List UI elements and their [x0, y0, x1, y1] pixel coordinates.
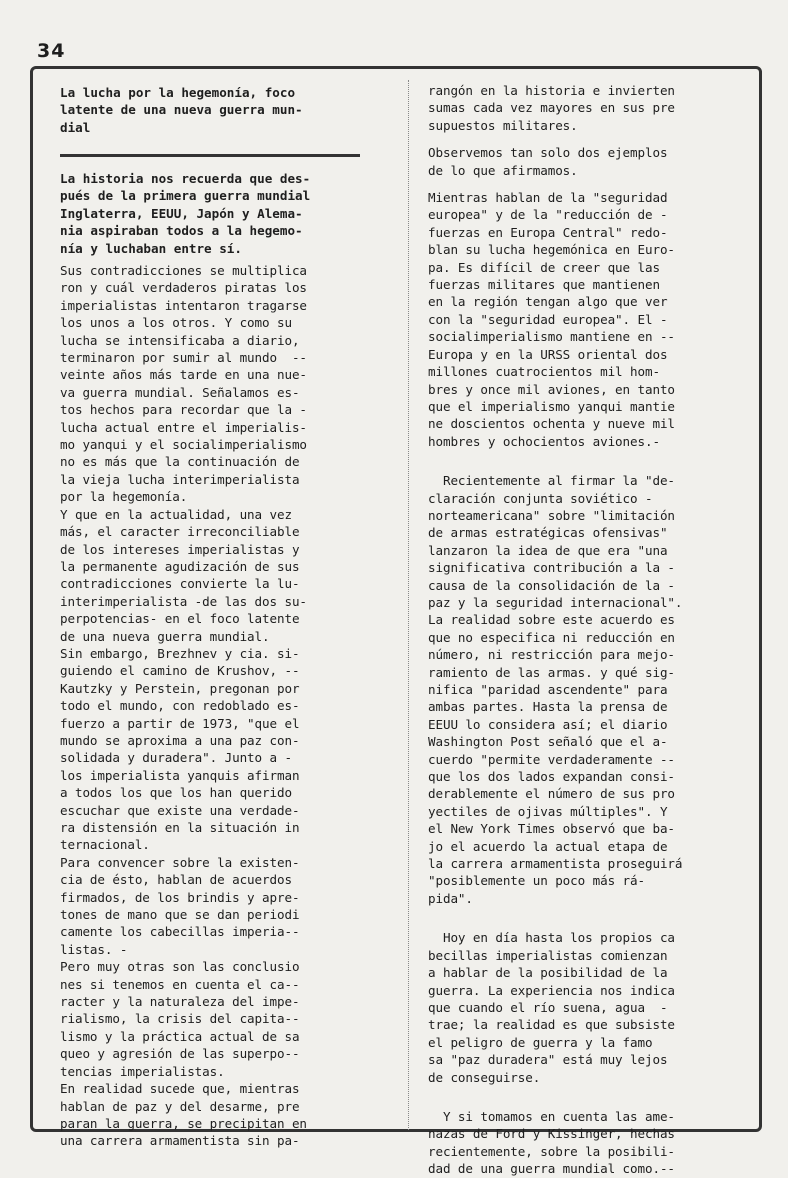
text-line: pa. Es difícil de creer que las — [428, 259, 660, 275]
text-line: con la "seguridad europea". El - — [428, 311, 668, 327]
text-line: la vieja lucha interimperialista — [60, 471, 300, 487]
text-line: tos hechos para recordar que la - — [60, 402, 307, 418]
text-line: lanzaron la idea de que era "una — [428, 542, 668, 558]
text-line: recientemente, sobre la posibili- — [428, 1143, 675, 1159]
text-line: guiendo el camino de Krushov, -- — [60, 663, 300, 679]
right-column — [428, 82, 682, 1178]
heading-line: latente de una nueva guerra mun- — [60, 102, 303, 118]
text-line: socialimperialismo mantiene en -- — [428, 329, 675, 345]
text-line: fuerzas en Europa Central" redo- — [428, 224, 668, 240]
left-column — [60, 262, 307, 1150]
text-line: sa "paz duradera" está muy lejos — [428, 1052, 668, 1068]
text-line: de los intereses imperialistas y — [60, 541, 300, 557]
text-line: imperialistas intentaron tragarse — [60, 297, 307, 313]
text-line: más, el caracter irreconciliable — [60, 524, 300, 540]
text-line: millones cuatrocientos mil hom- — [428, 364, 660, 380]
text-line: hablan de paz y del desarme, pre — [60, 1098, 300, 1114]
heading-line: dial — [60, 119, 91, 135]
text-line: significativa contribución a la - — [428, 560, 675, 576]
text-line: Y si tomamos en cuenta las ame- — [428, 1108, 675, 1124]
text-line: que cuando el río suena, agua - — [428, 999, 668, 1015]
text-line: "posiblemente un poco más rá- — [428, 873, 645, 889]
text-line: En realidad sucede que, mientras — [60, 1081, 300, 1097]
text-line: claración conjunta soviético - — [428, 490, 653, 506]
text-line: contradicciones convierte la lu- — [60, 576, 300, 592]
text-line: cuerdo "permite verdaderamente -- — [428, 751, 675, 767]
text-line: rangón en la historia e invierten — [428, 83, 675, 98]
lead-line: nia aspiraban todos a la hegemo- — [60, 223, 303, 239]
text-line: norteamericana" sobre "limitación — [428, 507, 675, 523]
text-line: los imperialista yanquis afirman — [60, 767, 300, 783]
text-line: de una nueva guerra mundial. — [60, 628, 270, 644]
text-line: Washington Post señaló que el a- — [428, 734, 668, 750]
text-line: a hablar de la posibilidad de la — [428, 965, 668, 981]
text-line: mundo se aproxima a una paz con- — [60, 732, 300, 748]
text-line: queo y agresión de las superpo-- — [60, 1046, 300, 1062]
text-line: de conseguirse. — [428, 1069, 541, 1085]
text-line: que no especifica ni reducción en — [428, 629, 675, 645]
text-line: Pero muy otras son las conclusio — [60, 959, 300, 975]
text-line: Sin embargo, Brezhnev y cia. si- — [60, 645, 300, 661]
text-line: Sus contradicciones se multiplica — [60, 263, 307, 278]
text-line: ra distensión en la situación in — [60, 820, 300, 835]
text-line: de armas estratégicas ofensivas" — [428, 525, 668, 541]
text-line: interimperialista -de las dos su- — [60, 593, 307, 609]
text-line: todo el mundo, con redoblado es- — [60, 698, 300, 714]
lead-line: pués de la primera guerra mundial — [60, 188, 311, 204]
text-line: a todos los que los han querido — [60, 785, 292, 801]
text-line: ambas partes. Hasta la prensa de — [428, 699, 668, 715]
text-line: mo yanqui y el socialimperialismo — [60, 437, 307, 453]
text-line: de lo que afirmamos. — [428, 162, 578, 178]
text-line: derablemente el número de sus pro — [428, 786, 675, 802]
text-line: Hoy en día hasta los propios ca — [428, 930, 675, 946]
text-line: racter y la naturaleza del impe- — [60, 994, 300, 1010]
text-line: yectiles de ojivas múltiples". Y — [428, 803, 668, 819]
text-line: nifica "paridad ascendente" para — [428, 682, 668, 697]
column-divider — [408, 80, 409, 1130]
text-line: Recientemente al firmar la "de- — [428, 473, 675, 489]
text-line: bres y once mil aviones, en tanto — [428, 381, 675, 397]
text-line: Y que en la actualidad, una vez — [60, 506, 292, 522]
text-line: número, ni restricción para mejo- — [428, 647, 675, 663]
heading-line: La lucha por la hegemonía, foco — [60, 85, 296, 100]
text-line: Europa y en la URSS oriental dos — [428, 346, 668, 362]
text-line: EEUU lo considera así; el diario — [428, 716, 668, 732]
text-line: Mientras hablan de la "seguridad — [428, 190, 668, 206]
text-line: pida". — [428, 890, 473, 906]
text-line: terminaron por sumir al mundo -- — [60, 350, 307, 366]
text-line: guerra. La experiencia nos indica — [428, 982, 675, 998]
text-line: nazas de Ford y Kissinger, hechas — [428, 1126, 675, 1142]
text-line: ron y cuál verdaderos piratas los — [60, 280, 307, 296]
text-line: trae; la realidad es que subsiste — [428, 1017, 675, 1033]
text-line: paz y la seguridad internacional". — [428, 594, 683, 610]
text-line: listas. - — [60, 941, 128, 957]
text-line: escuchar que existe una verdade- — [60, 802, 300, 818]
text-line: tencias imperialistas. — [60, 1063, 225, 1079]
text-line: europea" y de la "reducción de - — [428, 207, 668, 223]
text-line: becillas imperialistas comienzan — [428, 947, 668, 963]
text-line: ternacional. — [60, 837, 150, 853]
text-line: rialismo, la crisis del capita-- — [60, 1011, 300, 1027]
heading-rule — [60, 154, 360, 157]
text-line: ramiento de las armas. y qué sig- — [428, 664, 675, 680]
lead-line: Inglaterra, EEUU, Japón y Alema- — [60, 205, 303, 221]
text-line: fuerzas militares que mantienen — [428, 277, 660, 293]
text-line: los unos a los otros. Y como su — [60, 315, 292, 331]
page-number: 34 — [37, 40, 66, 62]
text-line: la carrera armamentista proseguirá — [428, 856, 683, 872]
text-line: La realidad sobre este acuerdo es — [428, 612, 675, 628]
lead-paragraph — [60, 170, 310, 257]
text-line: que los dos lados expandan consi- — [428, 769, 675, 785]
text-line: dad de una guerra mundial como.-- — [428, 1161, 675, 1177]
lead-line: La historia nos recuerda que des- — [60, 171, 311, 186]
text-line: veinte años más tarde en una nue- — [60, 367, 307, 383]
text-line: que el imperialismo yanqui mantie — [428, 398, 675, 414]
text-line: la permanente agudización de sus — [60, 558, 300, 574]
text-line: causa de la consolidación de la - — [428, 577, 675, 593]
text-line: Observemos tan solo dos ejemplos — [428, 145, 668, 161]
text-line: cia de ésto, hablan de acuerdos — [60, 872, 292, 888]
text-line: ne doscientos ochenta y nueve mil — [428, 416, 675, 432]
text-line: solidada y duradera". Junto a - — [60, 750, 292, 766]
text-line: hombres y ochocientos aviones.- — [428, 433, 660, 449]
text-line: supuestos militares. — [428, 117, 578, 133]
article-heading — [60, 84, 303, 136]
text-line: firmados, de los brindis y apre- — [60, 889, 300, 905]
text-line: el peligro de guerra y la famo — [428, 1034, 653, 1050]
lead-line: nía y luchaban entre sí. — [60, 240, 242, 256]
text-line: lucha se intensificaba a diario, — [60, 332, 300, 348]
text-line: jo el acuerdo la actual etapa de — [428, 838, 668, 854]
text-line: por la hegemonía. — [60, 489, 188, 505]
text-line: no es más que la continuación de — [60, 454, 300, 470]
text-line: Kautzky y Perstein, pregonan por — [60, 680, 300, 696]
text-line: paran la guerra, se precipitan en — [60, 1115, 307, 1131]
text-line: en la región tengan algo que ver — [428, 294, 668, 310]
text-line: lucha actual entre el imperialis- — [60, 419, 307, 435]
text-line: tones de mano que se dan periodi — [60, 907, 300, 923]
text-line: sumas cada vez mayores en sus pre — [428, 100, 675, 116]
text-line: nes si tenemos en cuenta el ca-- — [60, 976, 300, 992]
text-line: blan su lucha hegemónica en Euro- — [428, 242, 675, 258]
text-line: camente los cabecillas imperia-- — [60, 924, 300, 940]
text-line: perpotencias- en el foco latente — [60, 611, 300, 627]
text-line: va guerra mundial. Señalamos es- — [60, 384, 300, 400]
text-line: fuerzo a partir de 1973, "que el — [60, 715, 300, 731]
text-line: una carrera armamentista sin pa- — [60, 1133, 300, 1149]
text-line: Para convencer sobre la existen- — [60, 854, 300, 870]
text-line: lismo y la práctica actual de sa — [60, 1028, 300, 1044]
text-line: el New York Times observó que ba- — [428, 821, 675, 837]
